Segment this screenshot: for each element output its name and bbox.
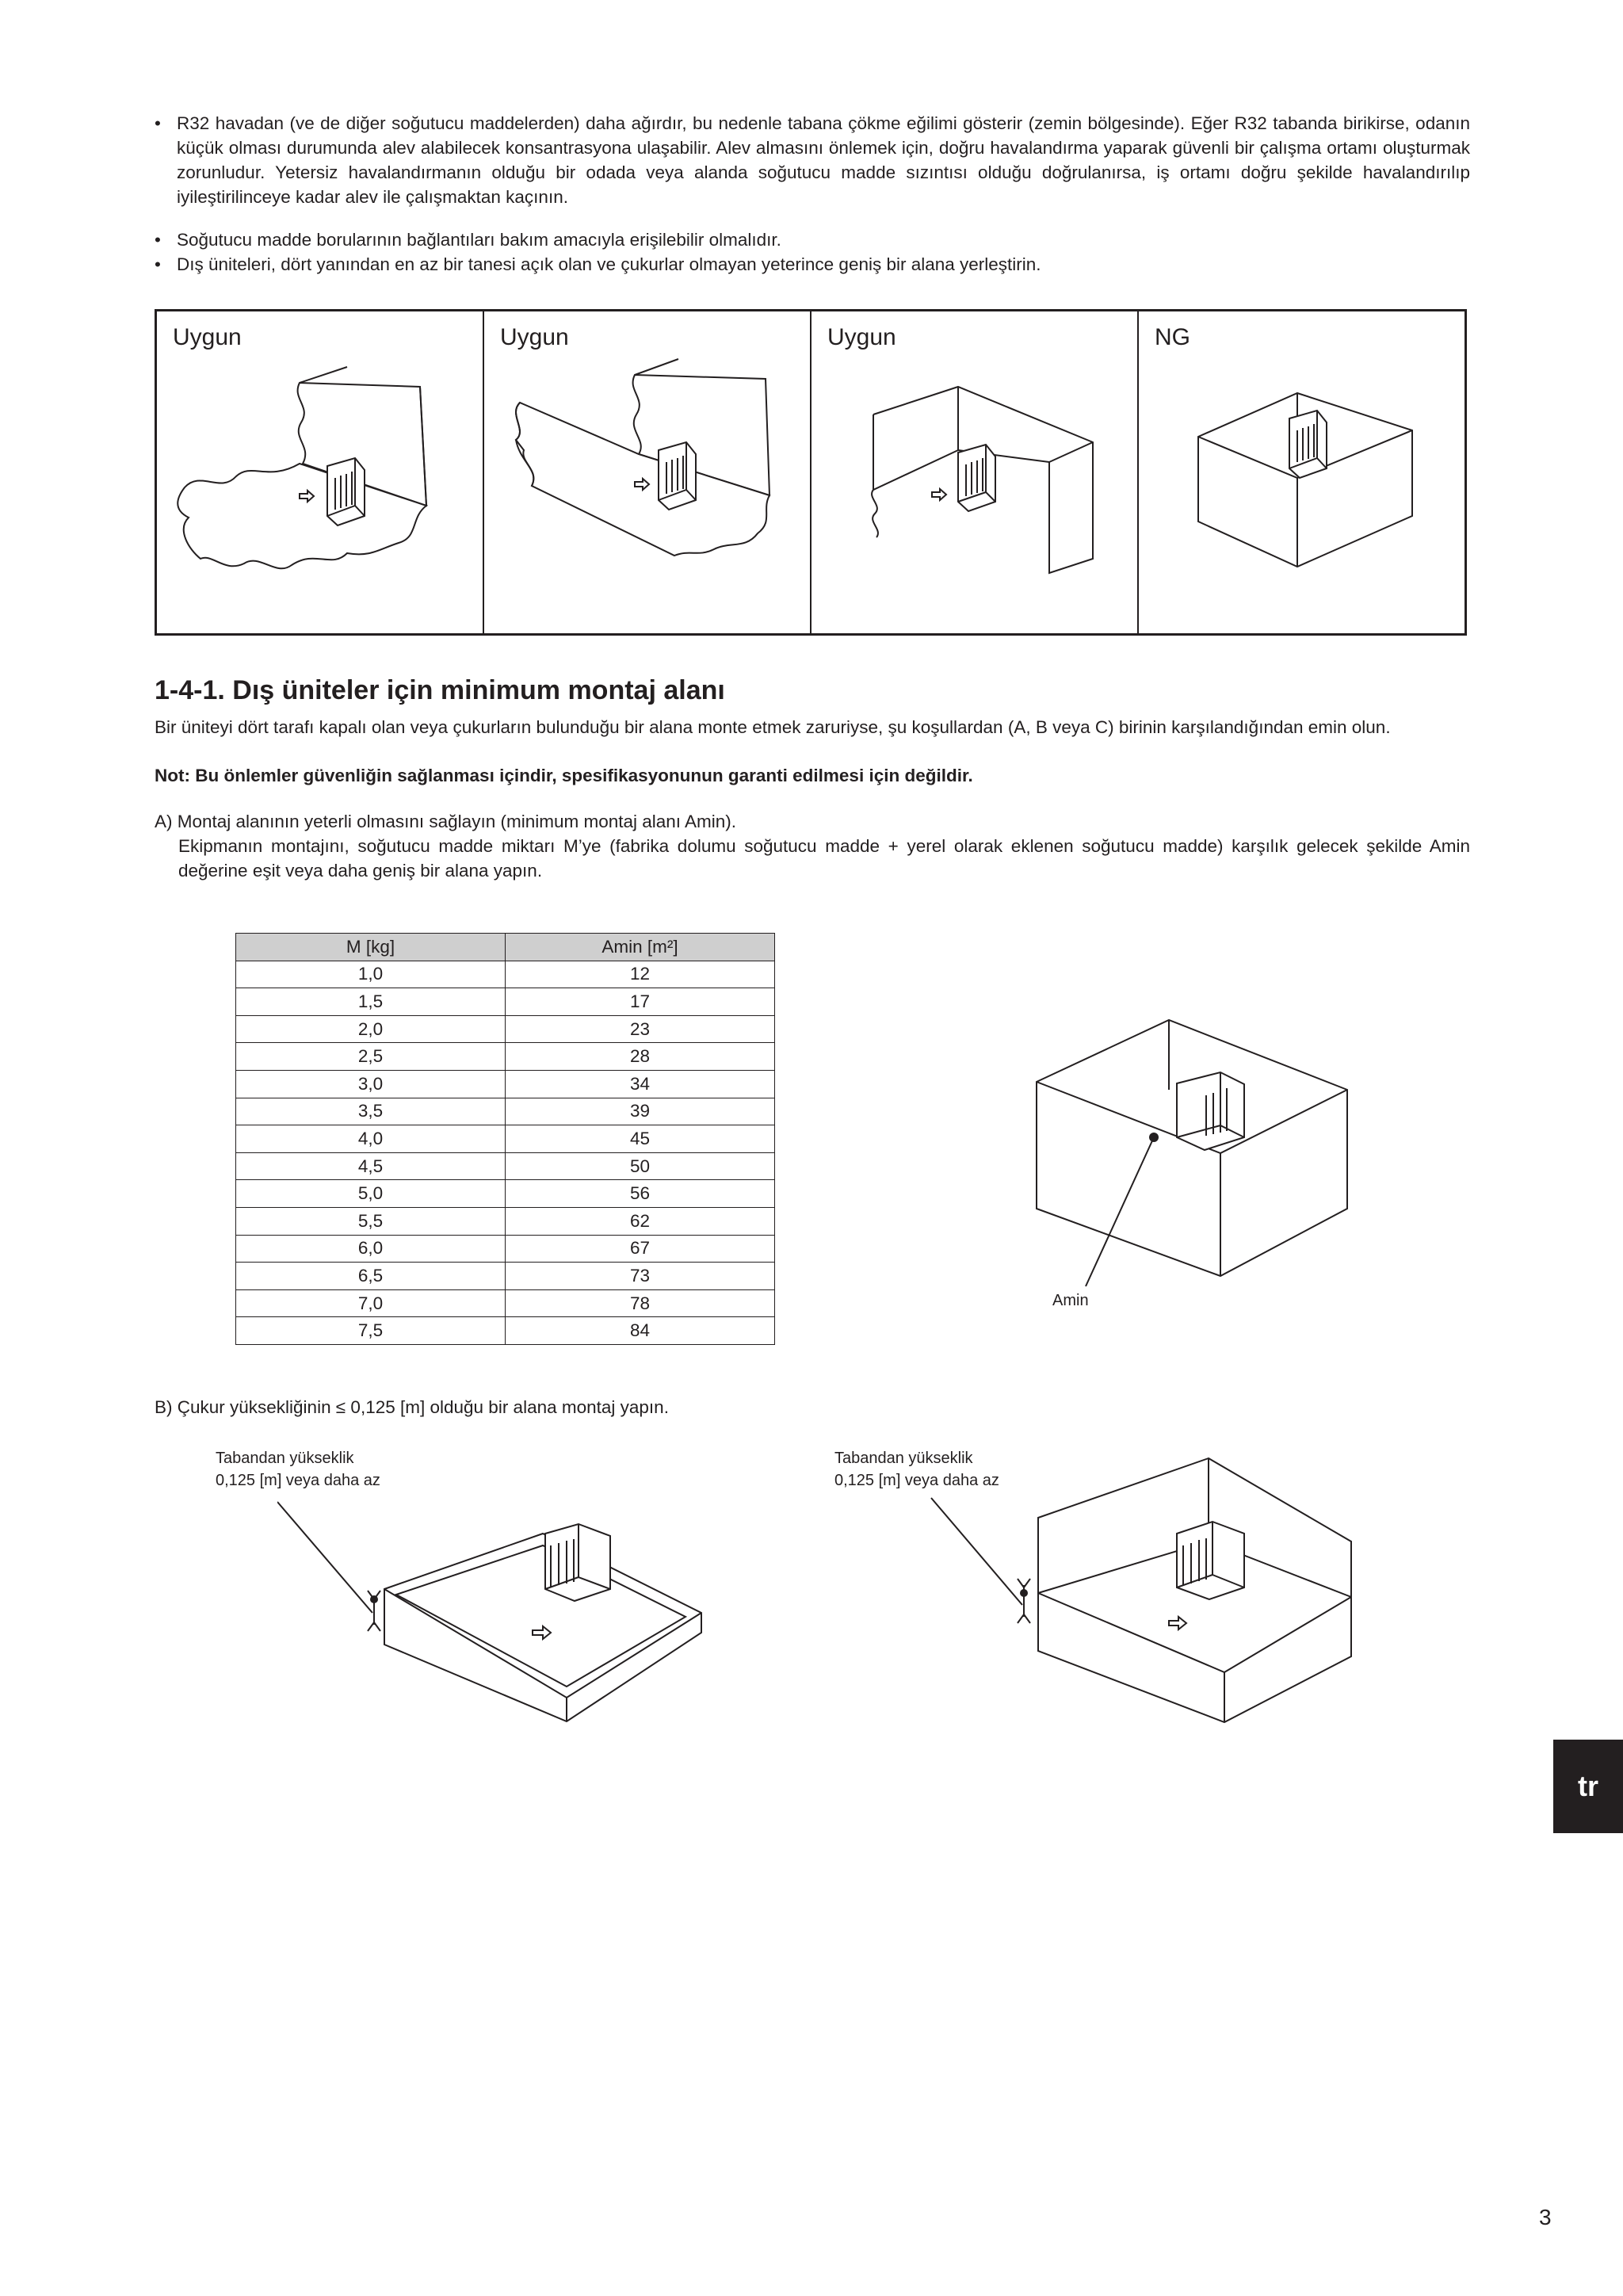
pit-height-marker-icon bbox=[370, 1595, 378, 1603]
cell-m: 3,5 bbox=[236, 1098, 506, 1125]
pit-caption-line2: 0,125 [m] veya daha az bbox=[834, 1472, 999, 1489]
cell-amin: 78 bbox=[506, 1289, 775, 1317]
cell-m: 7,5 bbox=[236, 1317, 506, 1345]
condition-a-title: A) Montaj alanının yeterli olmasını sağlayın (minimum montaj alanı Amin). bbox=[155, 812, 737, 831]
three-wall-illustration bbox=[812, 311, 1140, 635]
condition-b-title: B) Çukur yüksekliğinin ≤ 0,125 [m] olduğu bir alana montaj yapın. bbox=[155, 1397, 669, 1417]
pit-height-marker-icon bbox=[1020, 1589, 1028, 1597]
cell-amin: 12 bbox=[506, 961, 775, 988]
cell-amin: 56 bbox=[506, 1180, 775, 1208]
cell-m: 1,0 bbox=[236, 961, 506, 988]
corridor-illustration bbox=[484, 311, 812, 635]
cell-m: 4,5 bbox=[236, 1152, 506, 1180]
enclosed-box-illustration bbox=[1139, 311, 1467, 635]
table-row bbox=[236, 1070, 775, 1098]
pit-caption-line1: Tabandan yükseklik bbox=[834, 1450, 973, 1467]
table-row bbox=[236, 1015, 775, 1043]
cell-amin: 84 bbox=[506, 1317, 775, 1345]
page-number: 3 bbox=[1539, 2205, 1552, 2229]
pit-caption-line2: 0,125 [m] veya daha az bbox=[216, 1472, 380, 1489]
section-intro: Bir üniteyi dört tarafı kapalı olan veya çukurların bulunduğu bir alana monte etmek zaruriyse, şu koşullardan (A, B veya C) birinin karşılandığından emin olun. bbox=[155, 717, 1391, 737]
cell-m: 2,5 bbox=[236, 1043, 506, 1071]
cell-m: 5,0 bbox=[236, 1180, 506, 1208]
bullet-open-area: • Dış üniteleri, dört yanından en az bir tanesi açık olan ve çukurlar olmayan yeterince geniş bir alana yerleştirin. bbox=[155, 252, 1470, 277]
panel-uygun-2 bbox=[484, 311, 812, 633]
table-row bbox=[236, 1043, 775, 1071]
cell-m: 3,0 bbox=[236, 1070, 506, 1098]
cell-amin: 73 bbox=[506, 1263, 775, 1290]
table-row bbox=[236, 1207, 775, 1235]
column-header-amin: Amin [m²] bbox=[506, 934, 775, 961]
bullet-r32-warning: • R32 havadan (ve de diğer soğutucu maddelerden) daha ağırdır, bu nedenle tabana çökme eğilimi gösterir (zemin bölgesinde). Eğer R32 tabanda birikirse, odanın küçük olması durumunda alev alabilecek konsantrasyona ulaşabilir. Alev almasını önlemek için, doğru havalandırma yaparak güvenli bir çalışma ortamı oluşturmak zorunludur. Yetersiz havalandırmanın olduğu bir odada veya alanda soğutucu madde sızıntısı olduğu doğrulanırsa, iş ortamı doğru şekilde havalandırılıp iyileştirilinceye kadar alev ile çalışmaktan kaçının. bbox=[155, 111, 1470, 209]
table-row bbox=[236, 1180, 775, 1208]
cell-m: 6,5 bbox=[236, 1263, 506, 1290]
table-row bbox=[236, 1263, 775, 1290]
panel-uygun-3 bbox=[812, 311, 1139, 633]
pit-diagram-right bbox=[919, 1454, 1363, 1732]
table-row bbox=[236, 1289, 775, 1317]
installation-examples bbox=[155, 309, 1467, 636]
panel-label: Uygun bbox=[500, 324, 569, 350]
safety-note: Not: Bu önlemler güvenliğin sağlanması içindir, spesifikasyonunun garanti edilmesi için değildir. bbox=[155, 766, 973, 785]
amin-enclosure-diagram bbox=[1022, 1010, 1371, 1328]
panel-label: NG bbox=[1155, 324, 1190, 350]
cell-m: 6,0 bbox=[236, 1235, 506, 1263]
cell-amin: 39 bbox=[506, 1098, 775, 1125]
pit-caption-line1: Tabandan yükseklik bbox=[216, 1450, 354, 1467]
panel-ng bbox=[1139, 311, 1465, 633]
bullet-list bbox=[155, 111, 1470, 277]
bullet-pipe-access: • Soğutucu madde borularının bağlantıları bakım amacıyla erişilebilir olmalıdır. bbox=[155, 227, 1470, 252]
column-header-m: M [kg] bbox=[236, 934, 506, 961]
cell-m: 1,5 bbox=[236, 988, 506, 1016]
table-row bbox=[236, 1098, 775, 1125]
cell-amin: 67 bbox=[506, 1235, 775, 1263]
table-row bbox=[236, 1125, 775, 1153]
panel-label: Uygun bbox=[173, 324, 242, 350]
cell-amin: 34 bbox=[506, 1070, 775, 1098]
table-row bbox=[236, 961, 775, 988]
cell-amin: 23 bbox=[506, 1015, 775, 1043]
condition-a bbox=[155, 809, 1470, 883]
panel-uygun-1 bbox=[157, 311, 484, 633]
amin-point-icon bbox=[1149, 1133, 1159, 1142]
cell-amin: 28 bbox=[506, 1043, 775, 1071]
pit-caption-left bbox=[216, 1447, 380, 1492]
cell-amin: 45 bbox=[506, 1125, 775, 1153]
section-heading: 1-4-1. Dış üniteler için minimum montaj alanı bbox=[155, 675, 725, 705]
panel-label: Uygun bbox=[827, 324, 896, 350]
cell-m: 4,0 bbox=[236, 1125, 506, 1153]
table-row bbox=[236, 1235, 775, 1263]
pit-diagram-left bbox=[277, 1490, 721, 1728]
cell-m: 5,5 bbox=[236, 1207, 506, 1235]
language-tab: tr bbox=[1553, 1740, 1623, 1833]
amin-label: Amin bbox=[1052, 1292, 1089, 1309]
condition-a-body: Ekipmanın montajını, soğutucu madde miktarı M’ye (fabrika dolumu soğutucu madde + yerel olarak eklenen soğutucu madde) karşılık gelecek şekilde Amin değerine eşit veya daha geniş bir alana yapın. bbox=[178, 836, 1470, 881]
cell-amin: 62 bbox=[506, 1207, 775, 1235]
table-header-row bbox=[236, 934, 775, 961]
amin-table bbox=[235, 933, 775, 1345]
open-wall-illustration bbox=[157, 311, 485, 635]
cell-m: 2,0 bbox=[236, 1015, 506, 1043]
table-row bbox=[236, 1152, 775, 1180]
cell-m: 7,0 bbox=[236, 1289, 506, 1317]
cell-amin: 17 bbox=[506, 988, 775, 1016]
table-row bbox=[236, 1317, 775, 1345]
cell-amin: 50 bbox=[506, 1152, 775, 1180]
table-row bbox=[236, 988, 775, 1016]
